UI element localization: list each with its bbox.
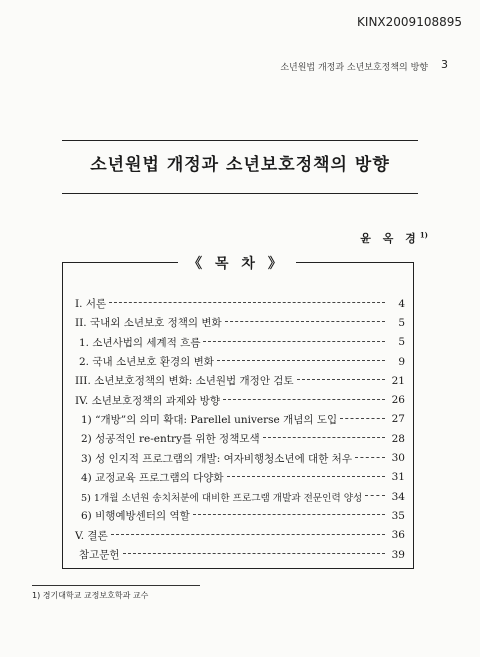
toc-item[interactable] — [75, 352, 405, 371]
toc-list — [75, 294, 405, 564]
document-id: KINX2009108895 — [357, 15, 462, 29]
toc-item[interactable] — [75, 371, 405, 390]
toc-leader — [355, 457, 385, 458]
toc-heading-text: 《 목 차 》 — [178, 256, 296, 272]
toc-item-page: 26 — [391, 394, 405, 407]
toc-item-label: 2. 국내 소년보호 환경의 변화 — [79, 356, 214, 369]
footnote: 1) 경기대학교 교정보호학과 교수 — [32, 591, 149, 600]
toc-leader — [217, 360, 385, 361]
toc-item-page: 5 — [398, 316, 405, 329]
toc-item-label: I. 서론 — [75, 298, 107, 311]
toc-leader — [225, 321, 385, 322]
toc-item-label: 참고문헌 — [79, 549, 120, 561]
toc-item-label: 1) “개방”의 의미 확대: Parellel universe 개념의 도입 — [81, 413, 338, 426]
toc-heading — [62, 253, 412, 273]
toc-item-page: 30 — [391, 452, 405, 465]
title-rule-top — [62, 140, 418, 141]
toc-item-page: 28 — [391, 432, 405, 445]
toc-item-page: 21 — [391, 374, 405, 387]
author — [360, 230, 428, 246]
toc-leader — [340, 418, 385, 419]
toc-leader — [223, 399, 385, 400]
page-number: 3 — [441, 58, 448, 71]
toc-item[interactable] — [75, 333, 405, 352]
author-footnote-mark: 1) — [419, 230, 428, 240]
toc-item[interactable] — [75, 487, 405, 506]
toc-item-label: II. 국내외 소년보호 정책의 변화 — [75, 317, 222, 330]
toc-leader — [203, 341, 385, 342]
toc-item-page: 27 — [391, 413, 405, 426]
toc-item-label: 4) 교정교육 프로그램의 다양화 — [81, 471, 224, 484]
toc-leader — [297, 379, 385, 380]
toc-item-label: 5) 1개월 소년원 송치처분에 대비한 프로그램 개발과 전문인력 양성 — [81, 492, 363, 504]
toc-item[interactable] — [75, 429, 405, 448]
toc-leader — [123, 553, 385, 554]
toc-item-label: IV. 소년보호정책의 과제와 방향 — [75, 394, 220, 407]
toc-item-page: 4 — [398, 297, 405, 310]
toc-item-page: 35 — [391, 509, 405, 522]
toc-item-page: 9 — [398, 355, 405, 368]
toc-item[interactable] — [75, 468, 405, 487]
author-name: 윤 옥 경 — [360, 232, 420, 245]
toc-leader — [227, 476, 385, 477]
toc-item-page: 5 — [398, 336, 405, 349]
toc-item[interactable] — [75, 526, 405, 545]
toc-item-label: 6) 비행예방센터의 역할 — [81, 510, 190, 523]
toc-item-label: 1. 소년사법의 세계적 흐름 — [79, 336, 201, 349]
toc-leader — [365, 495, 385, 496]
toc-item[interactable] — [75, 390, 405, 409]
toc-leader — [263, 437, 385, 438]
toc-item[interactable] — [75, 506, 405, 525]
title-rule-bottom — [62, 193, 418, 194]
toc-item-label: III. 소년보호정책의 변화: 소년원법 개정안 검토 — [75, 375, 294, 388]
toc-item[interactable] — [75, 410, 405, 429]
toc-item-label: V. 결론 — [75, 529, 108, 542]
toc-item[interactable] — [75, 545, 405, 564]
toc-item[interactable] — [75, 313, 405, 332]
toc-item[interactable] — [75, 294, 405, 313]
running-header: 소년원법 개정과 소년보호정책의 방향 — [280, 63, 428, 73]
toc-item[interactable] — [75, 448, 405, 467]
toc-leader — [111, 534, 385, 535]
page-title: 소년원법 개정과 소년보호정책의 방향 — [90, 155, 390, 175]
toc-item-page: 39 — [391, 548, 405, 561]
footnote-rule — [32, 585, 200, 586]
toc-leader — [193, 514, 385, 515]
toc-item-label: 2) 성공적인 re-entry를 위한 정책모색 — [81, 433, 260, 446]
toc-item-page: 31 — [391, 471, 405, 484]
toc-item-page: 36 — [391, 529, 405, 542]
toc-item-page: 34 — [391, 490, 405, 503]
toc-leader — [109, 302, 385, 303]
toc-item-label: 3) 성 인지적 프로그램의 개발: 여자비행청소년에 대한 처우 — [81, 452, 352, 465]
